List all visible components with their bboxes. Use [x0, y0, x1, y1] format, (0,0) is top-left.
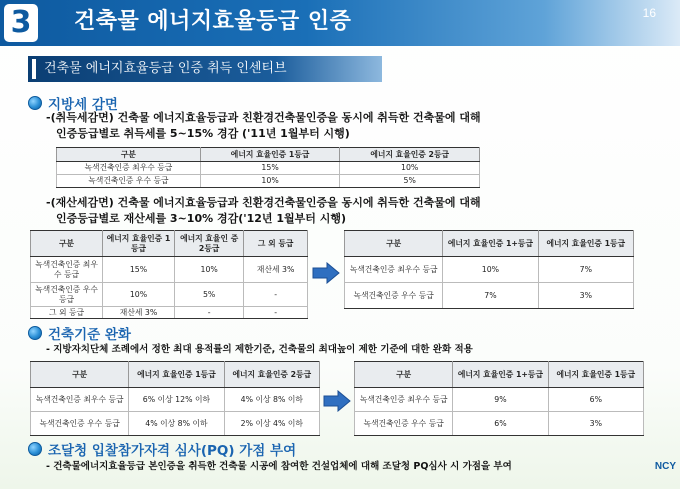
property-tax-table-before: [30, 230, 308, 319]
property-tax-text: [46, 195, 481, 227]
table-header: 구분: [31, 362, 129, 388]
table-row: [345, 257, 634, 283]
table-cell: 녹색건축인증 우수 등급: [57, 175, 201, 188]
table-header: 에너지 효율인증 1등급: [129, 362, 224, 388]
table-cell: 10%: [175, 257, 244, 283]
property-tax-table-after: [344, 230, 634, 309]
table-header: 에너지 효율인증 1등급: [200, 148, 340, 162]
table-row: [31, 257, 308, 283]
subhead-building-standard-text: 건축기준 완화: [48, 327, 131, 343]
table-cell: 15%: [200, 162, 340, 175]
table-row: [345, 283, 634, 309]
table-cell: 녹색건축인증 우수 등급: [355, 412, 453, 436]
bullet-icon: [28, 442, 42, 456]
subhead-pq: [28, 439, 296, 459]
arrow-right-icon: [323, 390, 351, 412]
table-header: 구분: [31, 231, 103, 257]
property-tax-line1: -(재산세감면) 건축물 에너지효율등급과 친환경건축물인증을 동시에 취득한 건축물에 대해: [46, 196, 481, 209]
table-header: 에너지 효율인 증 2등급: [175, 231, 244, 257]
table-cell: 재산세 3%: [244, 257, 308, 283]
table-cell: 2% 이상 4% 이하: [224, 412, 319, 436]
slide-header: [0, 0, 680, 46]
building-standard-table-after: [354, 361, 644, 436]
table-cell: -: [175, 307, 244, 319]
table-row: [355, 388, 644, 412]
subhead-building-standard: [28, 323, 131, 343]
table-cell: 9%: [453, 388, 548, 412]
table-cell: 녹색건축인증 최우수 등급: [355, 388, 453, 412]
table-cell: 10%: [103, 283, 175, 307]
table-cell: -: [244, 307, 308, 319]
building-standard-text: - 지방자치단체 조례에서 정한 최대 용적률의 제한기준, 건축물의 최대높이 제한 기준에 대한 완화 적용: [46, 344, 473, 355]
arrow-right-icon: [312, 262, 340, 284]
table-header: 구분: [355, 362, 453, 388]
table-cell: 6%: [453, 412, 548, 436]
table-cell: 녹색건축인증 우수 등급: [31, 283, 103, 307]
table-row: [57, 162, 480, 175]
banner-title: 건축물 에너지효율등급 인증 취득 인센티브: [44, 61, 287, 76]
banner-marker: [32, 59, 36, 79]
table-cell: 녹색건축인증 우수 등급: [31, 412, 129, 436]
table-header: 에너지 효율인증 1등급: [538, 231, 633, 257]
table-cell: 그 외 등급: [31, 307, 103, 319]
table-cell: 4% 이상 8% 이하: [129, 412, 224, 436]
subhead-pq-text: 조달청 입찰참가자격 심사(PQ) 가점 부여: [48, 443, 297, 459]
subhead-local-tax-text: 지방세 감면: [48, 97, 118, 113]
table-header: 그 외 등급: [244, 231, 308, 257]
table-cell: 녹색건축인증 최우수 등급: [345, 257, 443, 283]
table-row: [31, 307, 308, 319]
page-number: 16: [642, 6, 656, 20]
table-cell: 3%: [548, 412, 643, 436]
building-standard-table-before: [30, 361, 320, 436]
table-header: 에너지 효율인증 1등급: [548, 362, 643, 388]
table-row: [31, 388, 320, 412]
table-row: [31, 283, 308, 307]
agency-logo-fragment: NCY: [654, 461, 676, 472]
property-tax-line2: 인증등급별로 재산세를 3~10% 경감('12년 1월부터 시행): [56, 212, 346, 225]
table-cell: 7%: [538, 257, 633, 283]
acquisition-tax-line1: -(취득세감면) 건축물 에너지효율등급과 친환경건축물인증을 동시에 취득한 건축물에 대해: [46, 111, 481, 124]
table-row: [355, 412, 644, 436]
table-cell: -: [244, 283, 308, 307]
table-cell: 5%: [340, 175, 480, 188]
table-cell: 녹색건축인증 최우수 등급: [31, 257, 103, 283]
table-header: 에너지 효율인증 2등급: [340, 148, 480, 162]
slide-title: 건축물 에너지효율등급 인증: [74, 9, 352, 34]
table-header: 구분: [345, 231, 443, 257]
table-cell: 녹색건축인증 최우수 등급: [31, 388, 129, 412]
table-row: [31, 412, 320, 436]
table-row: [57, 175, 480, 188]
table-header: 에너지 효율인증 2등급: [224, 362, 319, 388]
table-cell: 녹색건축인증 우수 등급: [345, 283, 443, 309]
table-cell: 5%: [175, 283, 244, 307]
table-header: 에너지 효율인증 1등급: [103, 231, 175, 257]
table-cell: 6% 이상 12% 이하: [129, 388, 224, 412]
pq-text: - 건축물에너지효율등급 본인증을 취득한 건축물 시공에 참여한 건설업체에 대해 조달청 PQ심사 시 가점을 부여: [46, 461, 512, 472]
table-cell: 3%: [538, 283, 633, 309]
acquisition-tax-text: [46, 110, 481, 142]
table-header: 구분: [57, 148, 201, 162]
table-cell: 7%: [443, 283, 538, 309]
section-number: 3: [4, 4, 38, 42]
table-cell: 재산세 3%: [103, 307, 175, 319]
table-cell: 10%: [200, 175, 340, 188]
table-cell: 15%: [103, 257, 175, 283]
table-header: 에너지 효율인증 1+등급: [443, 231, 538, 257]
table-cell: 10%: [443, 257, 538, 283]
acquisition-tax-line2: 인증등급별로 취득세를 5~15% 경감 ('11년 1월부터 시행): [56, 127, 350, 140]
section-banner: [28, 56, 382, 82]
acquisition-tax-table: [56, 147, 480, 188]
table-cell: 6%: [548, 388, 643, 412]
table-cell: 4% 이상 8% 이하: [224, 388, 319, 412]
table-cell: 녹색건축인증 최우수 등급: [57, 162, 201, 175]
table-header: 에너지 효율인증 1+등급: [453, 362, 548, 388]
bullet-icon: [28, 96, 42, 110]
table-cell: 10%: [340, 162, 480, 175]
bullet-icon: [28, 326, 42, 340]
